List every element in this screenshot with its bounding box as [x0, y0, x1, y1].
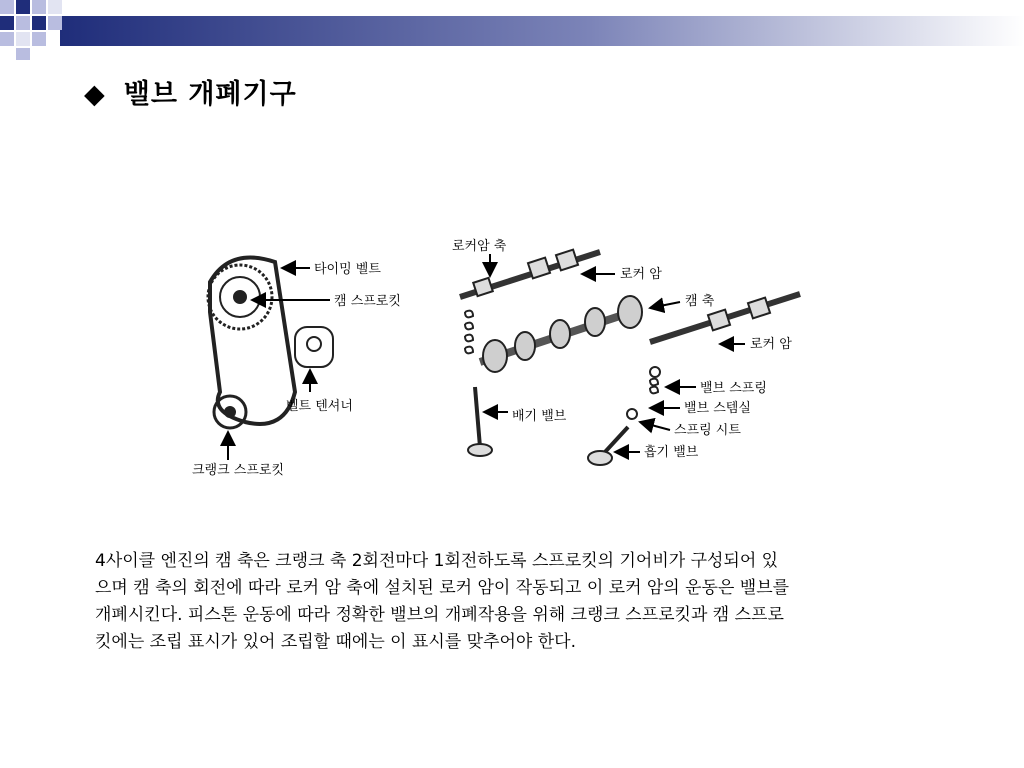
exhaust-valve-drawing	[465, 311, 492, 456]
description-paragraph	[95, 548, 935, 656]
label-cam-shaft: 캠 축	[685, 294, 715, 309]
title-text: 밸브 개폐기구	[123, 79, 297, 110]
description-line: 개폐시킨다. 피스톤 운동에 따라 정확한 밸브의 개폐작용을 위해 크랭크 스프로킷과 캠 스프로	[95, 605, 784, 625]
label-cam-sprocket: 캠 스프로킷	[334, 294, 401, 309]
description-line: 으며 캠 축의 회전에 따라 로커 암 축에 설치된 로커 암이 작동되고 이 로커 암의 운동은 밸브를	[95, 578, 790, 598]
label-rocker-arm-right: 로커 암	[750, 337, 792, 352]
slide-title	[84, 72, 297, 111]
belt-tensioner-drawing	[295, 327, 333, 367]
description-line: 킷에는 조립 표시가 있어 조립할 때에는 이 표시를 맞추어야 한다.	[95, 632, 577, 652]
checker-squares	[0, 0, 62, 60]
label-valve-stem-seal: 밸브 스템실	[684, 401, 751, 416]
rocker-arm-right-drawing	[650, 294, 800, 342]
label-belt-tensioner: 벨트 텐셔너	[286, 399, 353, 414]
label-spring-seat: 스프링 시트	[674, 423, 741, 438]
rocker-shaft-drawing	[460, 250, 600, 297]
label-timing-belt: 타이밍 벨트	[314, 262, 381, 277]
header-decoration	[0, 0, 1024, 60]
label-valve-spring: 밸브 스프링	[700, 381, 767, 396]
label-intake-valve: 흡기 밸브	[644, 445, 699, 460]
valve-train-diagram	[190, 232, 820, 502]
description-line: 4사이클 엔진의 캠 축은 크랭크 축 2회전마다 1회전하도록 스프로킷의 기어비가 구성되어 있	[95, 551, 779, 571]
label-exhaust-valve: 배기 밸브	[512, 409, 567, 424]
label-rocker-arm-top: 로커 암	[620, 267, 662, 282]
header-band	[60, 16, 1024, 46]
label-rocker-shaft: 로커암 축	[452, 239, 507, 254]
title-bullet: ◆	[84, 79, 106, 110]
label-crank-sprocket: 크랭크 스프로킷	[192, 463, 285, 478]
camshaft-drawing	[480, 296, 642, 372]
